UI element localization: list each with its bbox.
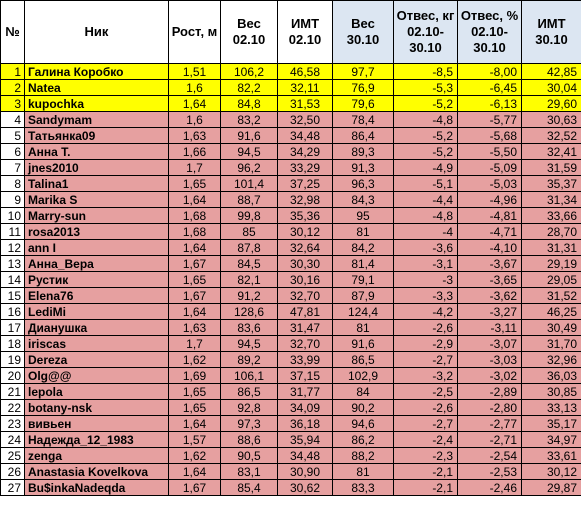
- nick-cell: Дианушка: [25, 320, 169, 336]
- height-cell: 1,64: [169, 240, 221, 256]
- loss-pct-cell: -5,68: [458, 128, 522, 144]
- weight-3010-cell: 95: [333, 208, 394, 224]
- weight-0210-cell: 82,2: [221, 80, 278, 96]
- height-cell: 1,63: [169, 128, 221, 144]
- weight-0210-cell: 89,2: [221, 352, 278, 368]
- loss-kg-cell: -4: [394, 224, 458, 240]
- bmi-3010-cell: 36,03: [522, 368, 581, 384]
- loss-kg-cell: -3: [394, 272, 458, 288]
- bmi-0210-cell: 30,90: [278, 464, 333, 480]
- table-row: [1, 336, 581, 352]
- row-number: 21: [1, 384, 25, 400]
- loss-kg-cell: -2,5: [394, 384, 458, 400]
- weight-3010-cell: 83,3: [333, 480, 394, 496]
- loss-pct-cell: -6,13: [458, 96, 522, 112]
- bmi-0210-cell: 47,81: [278, 304, 333, 320]
- weight-0210-cell: 85: [221, 224, 278, 240]
- loss-kg-cell: -5,2: [394, 128, 458, 144]
- nick-cell: Татьянка09: [25, 128, 169, 144]
- bmi-3010-cell: 31,34: [522, 192, 581, 208]
- row-number: 9: [1, 192, 25, 208]
- table-row: [1, 176, 581, 192]
- table-row: [1, 288, 581, 304]
- header-loss-pct: Отвес, % 02.10-30.10: [458, 1, 522, 64]
- bmi-3010-cell: 35,17: [522, 416, 581, 432]
- loss-kg-cell: -3,6: [394, 240, 458, 256]
- nick-cell: Sandymam: [25, 112, 169, 128]
- bmi-0210-cell: 37,25: [278, 176, 333, 192]
- row-number: 19: [1, 352, 25, 368]
- bmi-3010-cell: 32,52: [522, 128, 581, 144]
- nick-cell: Рустик: [25, 272, 169, 288]
- header-weight-0210: Вес 02.10: [221, 1, 278, 64]
- bmi-3010-cell: 31,52: [522, 288, 581, 304]
- loss-kg-cell: -4,2: [394, 304, 458, 320]
- loss-kg-cell: -2,1: [394, 480, 458, 496]
- row-number: 24: [1, 432, 25, 448]
- row-number: 12: [1, 240, 25, 256]
- bmi-3010-cell: 30,49: [522, 320, 581, 336]
- row-number: 22: [1, 400, 25, 416]
- weight-0210-cell: 94,5: [221, 144, 278, 160]
- bmi-3010-cell: 29,05: [522, 272, 581, 288]
- nick-cell: Анна_Вера: [25, 256, 169, 272]
- weight-0210-cell: 87,8: [221, 240, 278, 256]
- header-loss-kg: Отвес, кг 02.10-30.10: [394, 1, 458, 64]
- nick-cell: lepola: [25, 384, 169, 400]
- table-row: [1, 192, 581, 208]
- loss-pct-cell: -4,71: [458, 224, 522, 240]
- weight-3010-cell: 90,2: [333, 400, 394, 416]
- loss-kg-cell: -3,2: [394, 368, 458, 384]
- table-row: [1, 432, 581, 448]
- weight-3010-cell: 91,3: [333, 160, 394, 176]
- nick-cell: rosa2013: [25, 224, 169, 240]
- height-cell: 1,65: [169, 400, 221, 416]
- loss-pct-cell: -4,10: [458, 240, 522, 256]
- nick-cell: Olg@@: [25, 368, 169, 384]
- nick-cell: Anastasia Kovelkova: [25, 464, 169, 480]
- weight-0210-cell: 90,5: [221, 448, 278, 464]
- weight-3010-cell: 84,3: [333, 192, 394, 208]
- bmi-3010-cell: 30,63: [522, 112, 581, 128]
- height-cell: 1,65: [169, 384, 221, 400]
- loss-pct-cell: -3,67: [458, 256, 522, 272]
- bmi-0210-cell: 32,50: [278, 112, 333, 128]
- weight-3010-cell: 87,9: [333, 288, 394, 304]
- header-bmi-3010: ИМТ 30.10: [522, 1, 581, 64]
- weight-0210-cell: 88,6: [221, 432, 278, 448]
- row-number: 4: [1, 112, 25, 128]
- loss-kg-cell: -2,9: [394, 336, 458, 352]
- height-cell: 1,66: [169, 144, 221, 160]
- loss-kg-cell: -5,3: [394, 80, 458, 96]
- bmi-0210-cell: 35,36: [278, 208, 333, 224]
- height-cell: 1,64: [169, 96, 221, 112]
- nick-cell: Marika S: [25, 192, 169, 208]
- table-row: [1, 464, 581, 480]
- weight-0210-cell: 106,2: [221, 64, 278, 80]
- bmi-3010-cell: 34,97: [522, 432, 581, 448]
- weight-3010-cell: 86,2: [333, 432, 394, 448]
- loss-pct-cell: -2,80: [458, 400, 522, 416]
- header-weight-3010: Вес 30.10: [333, 1, 394, 64]
- bmi-3010-cell: 30,85: [522, 384, 581, 400]
- header-row: [1, 1, 581, 64]
- weight-0210-cell: 84,8: [221, 96, 278, 112]
- table-row: [1, 416, 581, 432]
- row-number: 3: [1, 96, 25, 112]
- loss-pct-cell: -3,02: [458, 368, 522, 384]
- bmi-0210-cell: 32,70: [278, 288, 333, 304]
- loss-pct-cell: -8,00: [458, 64, 522, 80]
- height-cell: 1,63: [169, 320, 221, 336]
- height-cell: 1,67: [169, 256, 221, 272]
- height-cell: 1,64: [169, 304, 221, 320]
- bmi-3010-cell: 29,60: [522, 96, 581, 112]
- bmi-0210-cell: 30,62: [278, 480, 333, 496]
- weight-3010-cell: 78,4: [333, 112, 394, 128]
- loss-kg-cell: -2,6: [394, 400, 458, 416]
- bmi-0210-cell: 32,11: [278, 80, 333, 96]
- height-cell: 1,68: [169, 208, 221, 224]
- weight-3010-cell: 124,4: [333, 304, 394, 320]
- row-number: 6: [1, 144, 25, 160]
- loss-kg-cell: -8,5: [394, 64, 458, 80]
- nick-cell: zenga: [25, 448, 169, 464]
- row-number: 11: [1, 224, 25, 240]
- height-cell: 1,7: [169, 336, 221, 352]
- bmi-3010-cell: 42,85: [522, 64, 581, 80]
- height-cell: 1,64: [169, 192, 221, 208]
- weight-3010-cell: 84,2: [333, 240, 394, 256]
- table-row: [1, 128, 581, 144]
- height-cell: 1,7: [169, 160, 221, 176]
- weight-0210-cell: 92,8: [221, 400, 278, 416]
- table-row: [1, 320, 581, 336]
- bmi-3010-cell: 33,66: [522, 208, 581, 224]
- bmi-0210-cell: 31,53: [278, 96, 333, 112]
- weight-3010-cell: 81: [333, 224, 394, 240]
- bmi-3010-cell: 33,13: [522, 400, 581, 416]
- nick-cell: ann I: [25, 240, 169, 256]
- row-number: 7: [1, 160, 25, 176]
- loss-kg-cell: -2,6: [394, 320, 458, 336]
- bmi-3010-cell: 31,70: [522, 336, 581, 352]
- nick-cell: Talina1: [25, 176, 169, 192]
- weight-0210-cell: 91,6: [221, 128, 278, 144]
- bmi-0210-cell: 34,29: [278, 144, 333, 160]
- weight-3010-cell: 81,4: [333, 256, 394, 272]
- nick-cell: Галина Коробко: [25, 64, 169, 80]
- bmi-3010-cell: 32,41: [522, 144, 581, 160]
- height-cell: 1,51: [169, 64, 221, 80]
- bmi-0210-cell: 30,16: [278, 272, 333, 288]
- weight-3010-cell: 84: [333, 384, 394, 400]
- weight-0210-cell: 106,1: [221, 368, 278, 384]
- table-row: [1, 144, 581, 160]
- height-cell: 1,6: [169, 80, 221, 96]
- weight-3010-cell: 81: [333, 320, 394, 336]
- loss-pct-cell: -5,50: [458, 144, 522, 160]
- weight-0210-cell: 85,4: [221, 480, 278, 496]
- height-cell: 1,68: [169, 224, 221, 240]
- loss-pct-cell: -2,53: [458, 464, 522, 480]
- bmi-0210-cell: 34,09: [278, 400, 333, 416]
- loss-kg-cell: -2,3: [394, 448, 458, 464]
- weight-3010-cell: 94,6: [333, 416, 394, 432]
- header-nick: Ник: [25, 1, 169, 64]
- row-number: 2: [1, 80, 25, 96]
- bmi-3010-cell: 29,19: [522, 256, 581, 272]
- loss-kg-cell: -2,1: [394, 464, 458, 480]
- row-number: 15: [1, 288, 25, 304]
- nick-cell: Надежда_12_1983: [25, 432, 169, 448]
- row-number: 18: [1, 336, 25, 352]
- nick-cell: Dereza: [25, 352, 169, 368]
- row-number: 13: [1, 256, 25, 272]
- weight-0210-cell: 96,2: [221, 160, 278, 176]
- weight-3010-cell: 97,7: [333, 64, 394, 80]
- weight-0210-cell: 83,1: [221, 464, 278, 480]
- table-body: [1, 64, 581, 496]
- height-cell: 1,67: [169, 288, 221, 304]
- row-number: 5: [1, 128, 25, 144]
- bmi-0210-cell: 31,77: [278, 384, 333, 400]
- loss-kg-cell: -3,1: [394, 256, 458, 272]
- row-number: 16: [1, 304, 25, 320]
- table-row: [1, 208, 581, 224]
- bmi-0210-cell: 30,30: [278, 256, 333, 272]
- loss-kg-cell: -5,2: [394, 96, 458, 112]
- row-number: 26: [1, 464, 25, 480]
- bmi-3010-cell: 46,25: [522, 304, 581, 320]
- table-row: [1, 304, 581, 320]
- table-row: [1, 240, 581, 256]
- row-number: 8: [1, 176, 25, 192]
- bmi-3010-cell: 32,96: [522, 352, 581, 368]
- weight-3010-cell: 102,9: [333, 368, 394, 384]
- table-row: [1, 368, 581, 384]
- weight-0210-cell: 83,6: [221, 320, 278, 336]
- bmi-0210-cell: 32,64: [278, 240, 333, 256]
- weight-3010-cell: 86,4: [333, 128, 394, 144]
- loss-pct-cell: -2,71: [458, 432, 522, 448]
- bmi-3010-cell: 30,04: [522, 80, 581, 96]
- nick-cell: kupochka: [25, 96, 169, 112]
- weight-0210-cell: 101,4: [221, 176, 278, 192]
- nick-cell: вивьен: [25, 416, 169, 432]
- weight-0210-cell: 94,5: [221, 336, 278, 352]
- row-number: 14: [1, 272, 25, 288]
- nick-cell: jnes2010: [25, 160, 169, 176]
- bmi-3010-cell: 31,59: [522, 160, 581, 176]
- height-cell: 1,62: [169, 352, 221, 368]
- bmi-3010-cell: 30,12: [522, 464, 581, 480]
- table-row: [1, 448, 581, 464]
- loss-kg-cell: -2,7: [394, 352, 458, 368]
- loss-kg-cell: -4,4: [394, 192, 458, 208]
- header-bmi-0210: ИМТ 02.10: [278, 1, 333, 64]
- bmi-3010-cell: 33,61: [522, 448, 581, 464]
- bmi-0210-cell: 34,48: [278, 128, 333, 144]
- loss-pct-cell: -3,62: [458, 288, 522, 304]
- table-row: [1, 352, 581, 368]
- bmi-0210-cell: 33,99: [278, 352, 333, 368]
- nick-cell: Bu$inkaNadeqda: [25, 480, 169, 496]
- row-number: 25: [1, 448, 25, 464]
- weight-3010-cell: 79,6: [333, 96, 394, 112]
- loss-pct-cell: -3,07: [458, 336, 522, 352]
- table-row: [1, 384, 581, 400]
- nick-cell: Natea: [25, 80, 169, 96]
- loss-pct-cell: -4,81: [458, 208, 522, 224]
- loss-pct-cell: -3,11: [458, 320, 522, 336]
- weight-0210-cell: 86,5: [221, 384, 278, 400]
- weight-0210-cell: 99,8: [221, 208, 278, 224]
- loss-kg-cell: -5,2: [394, 144, 458, 160]
- table-row: [1, 272, 581, 288]
- height-cell: 1,67: [169, 480, 221, 496]
- row-number: 23: [1, 416, 25, 432]
- weight-3010-cell: 88,2: [333, 448, 394, 464]
- loss-kg-cell: -4,9: [394, 160, 458, 176]
- row-number: 10: [1, 208, 25, 224]
- loss-pct-cell: -2,77: [458, 416, 522, 432]
- height-cell: 1,65: [169, 272, 221, 288]
- weight-3010-cell: 79,1: [333, 272, 394, 288]
- loss-pct-cell: -3,65: [458, 272, 522, 288]
- header-num: №: [1, 1, 25, 64]
- height-cell: 1,64: [169, 416, 221, 432]
- table-row: [1, 96, 581, 112]
- weight-0210-cell: 88,7: [221, 192, 278, 208]
- loss-pct-cell: -4,96: [458, 192, 522, 208]
- table-row: [1, 64, 581, 80]
- height-cell: 1,57: [169, 432, 221, 448]
- loss-pct-cell: -6,45: [458, 80, 522, 96]
- weight-3010-cell: 96,3: [333, 176, 394, 192]
- row-number: 17: [1, 320, 25, 336]
- weight-0210-cell: 84,5: [221, 256, 278, 272]
- loss-pct-cell: -3,03: [458, 352, 522, 368]
- weight-3010-cell: 76,9: [333, 80, 394, 96]
- table-row: [1, 224, 581, 240]
- bmi-3010-cell: 28,70: [522, 224, 581, 240]
- bmi-0210-cell: 36,18: [278, 416, 333, 432]
- weight-0210-cell: 91,2: [221, 288, 278, 304]
- weight-3010-cell: 89,3: [333, 144, 394, 160]
- bmi-0210-cell: 32,98: [278, 192, 333, 208]
- loss-kg-cell: -3,3: [394, 288, 458, 304]
- weight-0210-cell: 128,6: [221, 304, 278, 320]
- table-row: [1, 112, 581, 128]
- loss-pct-cell: -2,54: [458, 448, 522, 464]
- bmi-0210-cell: 35,94: [278, 432, 333, 448]
- bmi-0210-cell: 33,29: [278, 160, 333, 176]
- bmi-0210-cell: 30,12: [278, 224, 333, 240]
- height-cell: 1,6: [169, 112, 221, 128]
- loss-pct-cell: -2,89: [458, 384, 522, 400]
- loss-kg-cell: -4,8: [394, 112, 458, 128]
- table-row: [1, 400, 581, 416]
- weight-0210-cell: 83,2: [221, 112, 278, 128]
- loss-kg-cell: -2,4: [394, 432, 458, 448]
- table-row: [1, 480, 581, 496]
- table-row: [1, 160, 581, 176]
- row-number: 20: [1, 368, 25, 384]
- height-cell: 1,69: [169, 368, 221, 384]
- loss-pct-cell: -5,03: [458, 176, 522, 192]
- loss-pct-cell: -2,46: [458, 480, 522, 496]
- weight-0210-cell: 97,3: [221, 416, 278, 432]
- nick-cell: LediMi: [25, 304, 169, 320]
- bmi-0210-cell: 31,47: [278, 320, 333, 336]
- nick-cell: Marry-sun: [25, 208, 169, 224]
- loss-kg-cell: -4,8: [394, 208, 458, 224]
- loss-pct-cell: -5,09: [458, 160, 522, 176]
- header-height: Рост, м: [169, 1, 221, 64]
- nick-cell: Анна Т.: [25, 144, 169, 160]
- bmi-3010-cell: 29,87: [522, 480, 581, 496]
- loss-kg-cell: -5,1: [394, 176, 458, 192]
- table-row: [1, 80, 581, 96]
- loss-pct-cell: -3,27: [458, 304, 522, 320]
- nick-cell: botany-nsk: [25, 400, 169, 416]
- bmi-3010-cell: 31,31: [522, 240, 581, 256]
- weight-3010-cell: 86,5: [333, 352, 394, 368]
- bmi-0210-cell: 34,48: [278, 448, 333, 464]
- nick-cell: Elena76: [25, 288, 169, 304]
- row-number: 27: [1, 480, 25, 496]
- table-row: [1, 256, 581, 272]
- height-cell: 1,64: [169, 464, 221, 480]
- row-number: 1: [1, 64, 25, 80]
- nick-cell: iriscas: [25, 336, 169, 352]
- bmi-3010-cell: 35,37: [522, 176, 581, 192]
- bmi-0210-cell: 46,58: [278, 64, 333, 80]
- bmi-0210-cell: 37,15: [278, 368, 333, 384]
- weight-3010-cell: 81: [333, 464, 394, 480]
- bmi-0210-cell: 32,70: [278, 336, 333, 352]
- weight-3010-cell: 91,6: [333, 336, 394, 352]
- height-cell: 1,62: [169, 448, 221, 464]
- height-cell: 1,65: [169, 176, 221, 192]
- loss-pct-cell: -5,77: [458, 112, 522, 128]
- weight-0210-cell: 82,1: [221, 272, 278, 288]
- loss-kg-cell: -2,7: [394, 416, 458, 432]
